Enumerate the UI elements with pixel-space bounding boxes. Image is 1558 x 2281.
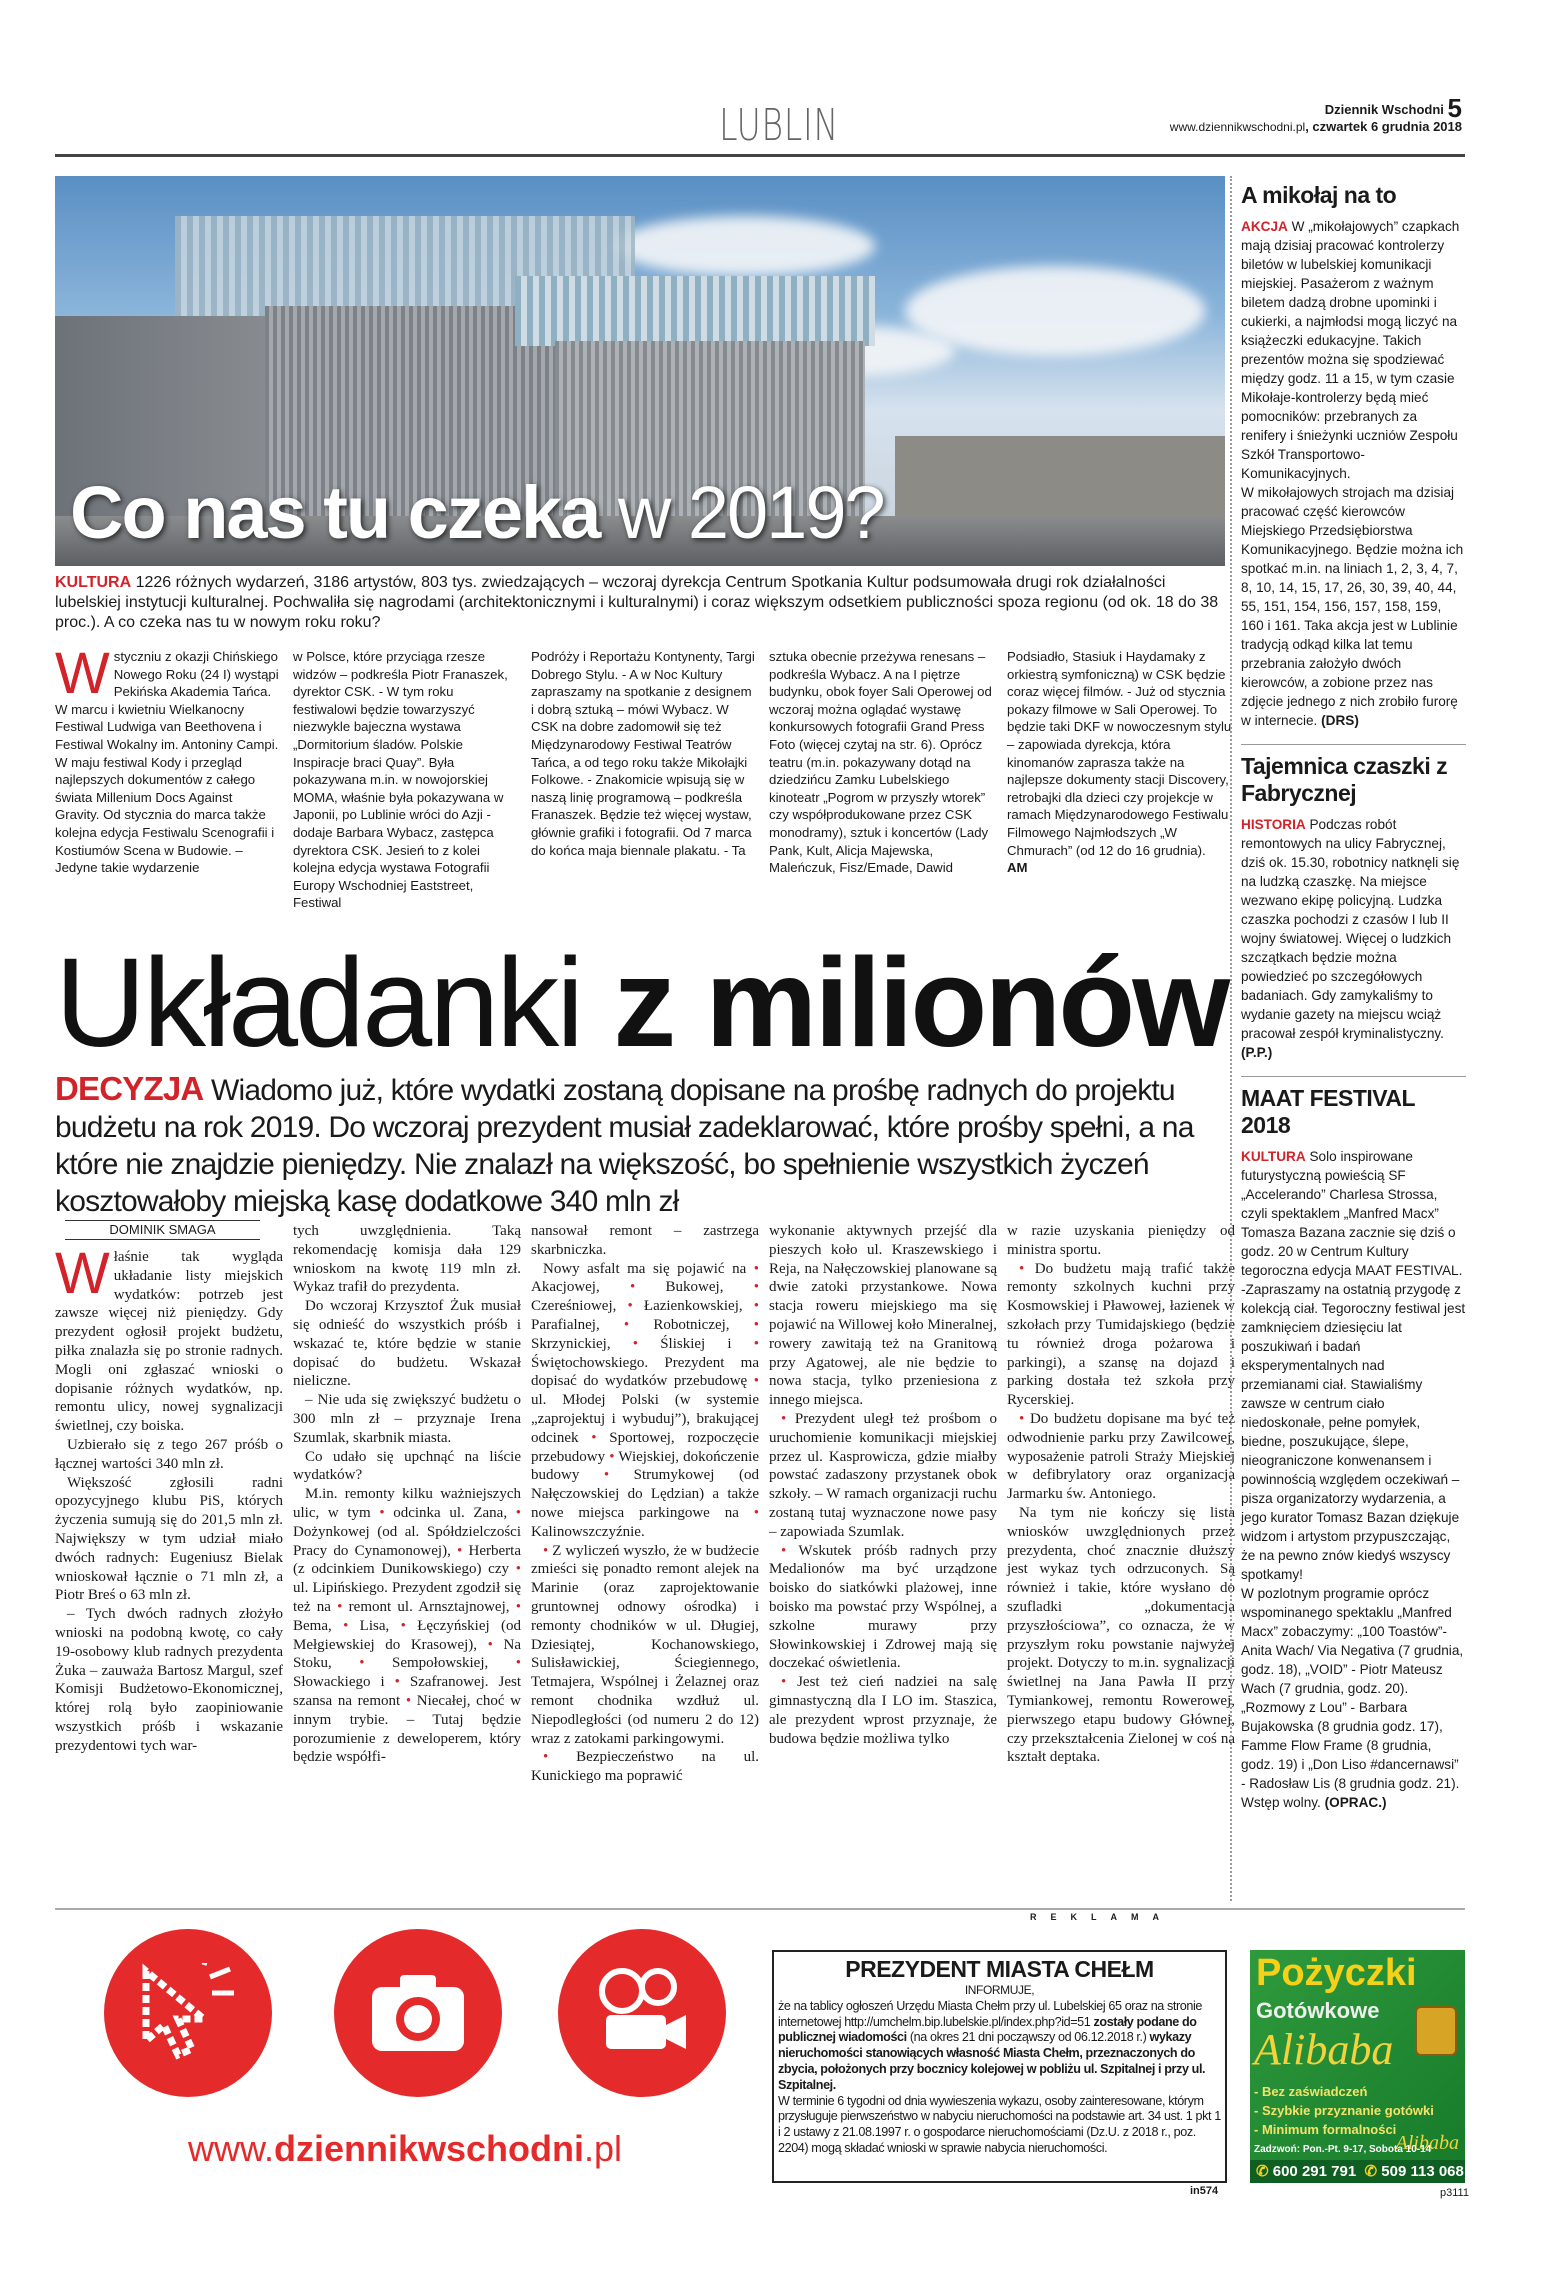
lead-column: Podróży i Reportażu Kontynenty, Targi Dobrego Stylu. - A w Noc Kultury zapraszamy na spotkanie z designem i dobrą sztuką – mówi Wybacz. W CSK na dobre zadomowił się też Międzynarodowy Festiwal Teatrów Tańca, a od tego roku także Mikołajki Folkowe. - Znakomicie wpisują się w naszą linię programową – podkreśla Franaszek. Będzie też więcej wystaw, głównie grafiki i fotografii. Od 7 marca do końca maja biennale plakatu. - Ta	[531, 649, 755, 858]
bullet-icon: •	[379, 1504, 385, 1521]
bullet-icon: •	[400, 1617, 406, 1634]
bullet-icon: •	[753, 1260, 759, 1277]
bullet-icon: •	[337, 1598, 343, 1615]
bullet-icon: •	[515, 1504, 521, 1521]
ad-brand-logo: Alibaba	[1395, 2132, 1459, 2154]
paragraph: nansował remont – zastrzega skarbniczka.	[531, 1223, 759, 1258]
ad-label: REKLAMA	[1030, 1912, 1173, 1922]
lead-column: Podsiadło, Stasiuk i Haydamaky z orkiestrą symfoniczną) w CSK będzie coraz więcej filmów. - Już od stycznia pokazy filmowe w Sali Operowej. To będzie taki DKF w nowoczesnym stylu – zapowiada dyrekcja, która kinomanów zaprasza także na najlepsze dokumenty stacji Discovery, retrobajki dla dzieci czy projekcje w ramach Międzynarodowego Festiwalu Filmowego Najmłodszych „W Chmurach” (od 12 do 16 grudnia). AM	[1007, 649, 1232, 876]
bullet-icon: •	[603, 1467, 610, 1484]
article-column	[1007, 1222, 1235, 1767]
page-number: 5	[1447, 93, 1462, 123]
paragraph: Do wczoraj Krzysztof Żuk musiał się odnieść do wszystkich próśb i wskazać te, które będzie w stanie dopisać do budżetu. Wskazał nieliczne.	[293, 1298, 521, 1390]
bullet-icon: •	[609, 1448, 615, 1465]
ad-hours: Zadzwoń: Pon.-Pt. 9-17, Sobota 10-14	[1254, 2144, 1432, 2155]
phone-icon: ✆	[1364, 2163, 1378, 2180]
bullet-icon: •	[632, 1335, 639, 1352]
bullet-icon: •	[753, 1316, 759, 1333]
ad-bullets: - Bez zaświadczeń - Szybkie przyznanie gotówki - Minimum formalności	[1254, 2084, 1434, 2137]
bullet-icon: •	[543, 1749, 549, 1766]
paragraph: Na tym nie kończy się lista wniosków uwzględnionych przez prezydenta, choć znacznie dłuższy jest wykaz tych odrzuconych. Są również i takie, które wysłano do szufladki „dokumentacja przyszłościowa”, co oznacza, że w przyszłym roku powstanie najwyżej projekt. Dotyczy to m.in. sygnalizacji świetlnej na Jana Pawła II przy Tymiankowej, remontu Rowerowej, pierwszego etapu budowy Głównej, czy przekształcenia Zielonej w coś na kształt deptaka.	[1007, 1504, 1235, 1766]
lead-headline: Co nas tu czeka w 2019?	[70, 471, 884, 554]
bullet-icon: •	[753, 1504, 759, 1521]
lead-column: Wstyczniu z okazji Chińskiego Nowego Roku (24 I) wystąpi Pekińska Akademia Tańca. W marcu i kwietniu Wielkanocny Festiwal Ludwiga van Beethovena i Festiwal Wokalny im. Antoniny Campi. W maju festiwal Kody i przegląd najlepszych dokumentów z całego świata Millenium Docs Against Gravity. Od stycznia do marca także kolejna edycja Festiwalu Scenografii i Kostiumów Scena w Budowie. – Jedyne takie wydarzenie	[55, 641, 279, 876]
ad-phones: ✆ 600 291 791 ✆ 509 113 068	[1250, 2160, 1465, 2183]
paragraph: • Z wyliczeń wyszło, że w budżecie zmieści się ponadto remont alejek na Marinie (oraz zaprojektowanie gruntownej odnowy ośrodka) i remonty chodników w ul. Długiej, Dziesiątej, Kochanowskiego, Sulisławickiej, Ściegiennego, Tetmajera, Wspólnej i Żelaznej oraz remont chodnika wzdłuż ul. Niepodległości (od numeru 2 do 12) wraz z zatokami parkingowymi.	[531, 1542, 759, 1747]
ad-text: W terminie 6 tygodni od dnia wywieszenia wykazu, osoby zainteresowane, którym przysługuje pierwszeństwo w nabyciu nieruchomości na podstawie art. 34 ust. 1 pkt 1 i 2 ustawy z 21.08.1997 r. o gospodarce nieruchomościami (Dz.U. z 2018 r., poz. 2204) mogą składać wnioski w sprawie nabycia nieruchomości.	[778, 2093, 1221, 2155]
bullet-icon: •	[591, 1429, 597, 1446]
lead-column: sztuka obecnie przeżywa renesans – podkreśla Wybacz. A na I piętrze budynku, obok foyer Sali Operowej od wczoraj można oglądać wystawę konkursowych fotografii Grand Press Foto (więcej czytaj na str. 6). Oprócz teatru (m.in. pokazywany dotąd na dziedzińcu Zamku Lubelskiego kinoteatr „Pogrom w przyszły wtorek” czy współprodukowane przez CSK monodramy), sztuk i koncertów (Lady Pank, Kult, Alicja Majewska, Maleńczuk, Fisz/Emade, Dawid	[769, 649, 992, 876]
main-deck: DECYZJA Wiadomo już, które wydatki zostaną dopisane na prośbę radnych do projektu budżetu na rok 2019. Do wczoraj prezydent musiał zadeklarować, które prośby spełni, a na które nie znajdzie pieniędzy. Nie znalazł na większość, bo spełnienie wszystkich życzeń kosztowałoby miejską kasę dodatkowe 340 mln zł	[55, 1070, 1194, 1218]
paragraph: • Jest też cień nadziei na salę gimnastyczną dla I LO im. Staszica, ale prezydent wprost przyznaje, że budowa będzie możliwa tylko	[769, 1674, 997, 1747]
sidebar-story-body: AKCJA W „mikołajowych” czapkach mają dzisiaj pracować kontrolerzy biletów w lubelskiej komunikacji miejskiej. Pasażerom z ważnym biletem dadzą drobne upominki i cukierki, a najmłodsi mogą liczyć na książeczki edukacyjne. Takich prezentów można się spodziewać między godz. 11 a 15, w tym czasie Mikołaje-kontrolerzy będą mieć pomocników: przebranych za renifery i śnieżynki uczniów Zespołu Szkół Transportowo-Komunikacyjnych. W mikołajowych strojach ma dzisiaj pracować część kierowców Miejskiego Przedsiębiorstwa Komunikacyjnego. Będzie można ich spotkać m.in. na liniach 1, 2, 3, 4, 7, 8, 10, 14, 15, 17, 26, 30, 39, 40, 44, 55, 151, 154, 156, 157, 158, 159, 160 i 161. Taka akcja jest w Lublinie tradycją odkąd kilka lat temu przebrania założyło dwóch kierowców, a zobione przez nas zdjęcie jednego z nich zrobiło furorę w internecie. (DRS)	[1241, 219, 1464, 728]
ad-text: że na tablicy ogłoszeń Urzędu Miasta Chełm przy ul. Lubelskiej 65 oraz na stronie internetowej http://umchelm.bip.lubelskie.pl/index.php?id=51 zostały podane do publicznej wiadomości (na okres 21 dni począwszy od 06.12.2018 r.) wykazy nieruchomości stanowiących własność Miasta Chełm, przeznaczonych do zbycia, położonych przy bocznicy kolejowej w pobliżu ul. Szpitalnej i przy ul. Szpitalnej.	[778, 1998, 1206, 2092]
sidebar-story-title: MAAT FESTIVAL 2018	[1241, 1076, 1466, 1139]
bullet-icon: •	[781, 1542, 787, 1559]
bullet-icon: •	[627, 1298, 633, 1315]
paragraph: • Do budżetu dopisane ma być też odwodnienie parku przy Zawilcowej, wyposażenie patroli Straży Miejskiej w defibrylatory oraz organizacja Jarmarku św. Antoniego.	[1007, 1410, 1235, 1503]
main-kicker: DECYZJA	[55, 1070, 204, 1107]
bullet-icon: •	[394, 1674, 400, 1691]
film-projector-icon[interactable]	[558, 1929, 726, 2097]
article-column	[293, 1222, 521, 1767]
promo-url-link[interactable]: www.dziennikwschodni.pl	[187, 2128, 623, 2169]
paragraph: wykonanie aktywnych przejść dla pieszych koło ul. Kraszewskiego i Reja, na Nałęczowskiej planowane są dwie zatoki przystankowe. Nowa stacja roweru miejskiego ma się pojawić na Willowej koło Mineralnej, rowery zawitają też na Granitową przy Agatowej, ale nie będzie to nowa stacja, tylko przeniesiona z innego miejsca.	[769, 1223, 997, 1409]
bullet-icon: •	[359, 1655, 365, 1672]
paragraph: Uzbierało się z tego 267 próśb o łącznej wartości 340 mln zł.	[55, 1436, 283, 1472]
header-rule	[55, 154, 1465, 157]
paragraph: • Prezydent uległ też prośbom o uruchomienie komunikacji miejskiej przez ul. Kasprowicza, gdzie miałby powstać zadaszony przystanek obok szkoły. – W ramach organizacji ruchu zostaną tutaj wyznaczone nowe pasy – zapowiada Szumlak.	[769, 1410, 997, 1540]
bullet-icon: •	[630, 1279, 636, 1296]
bullet-icon: •	[1019, 1410, 1025, 1427]
byline-signature: AM	[1007, 860, 1028, 876]
bullet-icon: •	[343, 1617, 349, 1634]
paragraph: – Tych dwóch radnych złożyło wnioski na podobną kwotę, co cały 19-osobowy klub radnych prezydenta Żuka – zauważa Bartosz Margul, szef Komisji Budżetowo-Ekonomicznej, której rolą było zaopiniowanie wszystkich próśb i wskazanie prezydentowi tych war-	[55, 1606, 283, 1754]
lead-column: w Polsce, które przyciąga rzesze widzów – podkreśla Piotr Franaszek, dyrektor CSK. - W tym roku festiwalowi będzie towarzyszyć niezwykle bajeczna wystawa „Dormitorium śladów. Polskie Inspiracje braci Quay”. Była pokazywana m.in. w nowojorskiej MOMA, właśnie była pokazywana w Japonii, po Lublinie wróci do Azji - dodaje Barbara Wybacz, zastępca dyrektora CSK. Jesień to z kolei kolejna edycja wystawa Fotografii Europy Wschodniej Eaststreet, Festiwal	[293, 649, 508, 911]
ad-subtitle: Gotówkowe	[1256, 1998, 1380, 2023]
main-headline: Układanki z milionów	[55, 932, 1228, 1073]
sidebar-story-body: KULTURA Solo inspirowane futurystyczną powieścią SF „Accelerando” Charlesa Strossa, czyli spektaklem „Manfred Macx” Tomasza Bazana zacznie się dziś o godz. 20 w Centrum Kultury tegoroczna edycja MAAT FESTIVAL. -Zapraszamy na ostatnią przygodę z kolekcją ciał. Tegoroczny festiwal jest zamknięciem dziesięciu lat poszukiwań i badań eksperymentalnych nad przemianami ciał. Stawialiśmy zawsze w centrum ciało niedoskonałe, pełne pomyłek, biedne, poszukujące, ślepe, nieograniczone konwenansem i powinnością względem oczekiwań – pisza organizatorzy wydarzenia, a jego kurator Tomasz Bazan dziękuje widzom i artystom przypuszczając, że na pewno znów kiedyś wszyscy spotkamy! W pozlotnym programie oprócz wspominanego spektaklu „Manfred Macx” zobaczymy: „100 Toastów”- Anita Wach/ Via Negativa (7 grudnia, godz. 18), „VOID” - Piotr Mateusz Wach (7 grudnia, godz. 20). „Rozmowy z Lou” - Barbara Bujakowska (8 grudnia godz. 17), Famme Flow Frame (8 grudnia, godz. 19) i „Don Liso #dancernawsi” - Radosław Lis (8 grudnia godz. 21). Wstęp wolny. (OPRAC.)	[1241, 1149, 1466, 1810]
masthead: Dziennik Wschodni 5 www.dziennikwschodni.pl, czwartek 6 grudnia 2018	[1169, 93, 1462, 134]
phone-icon: ✆	[1256, 2163, 1269, 2180]
paragraph: • Do budżetu mają trafić także remonty szkolnych kuchni przy Kosmowskiej i Pławowej, łazienek w szkołach przy Tumidajskiego (będzie tu również droga pożarowa i parkingi), a szansę na dojazd i parking dostała też szkoła przy Rycerskiej.	[1007, 1260, 1235, 1409]
sidebar-story-title: Tajemnica czaszki z Fabrycznej	[1241, 744, 1466, 807]
paragraph: Nowy asfalt ma się pojawić na • Akacjowej, • Bukowej, • Czereśniowej, • Łazienkowskiej, • Parafialnej, • Robotniczej, • Skrzynickiej, • Śliskiej i • Świętochowskiego. Prezydent ma dopisać do wydatków przebudowę • ul. Młodej Polski (w systemie „zaprojektuj i wybuduj”), brakującej odcinek • Sportowej, rozpoczęcie przebudowy • Wiejskiej, dokończenie budowy • Strumykowej (od Nałęczowskiej do Lędzian) a także nowe miejsca parkingowe na • Kalinowszczyźnie.	[531, 1260, 760, 1540]
section-title: LUBLIN	[719, 100, 839, 151]
paper-name: Dziennik Wschodni	[1324, 102, 1444, 117]
paragraph: – Nie uda się zwiększyć budżetu o 300 mln zł – przyznaje Irena Szumlak, skarbnik miasta.	[293, 1392, 521, 1446]
bullet-icon: •	[753, 1279, 759, 1296]
bullet-icon: •	[781, 1674, 787, 1691]
bullet-icon: •	[1019, 1260, 1025, 1277]
sidebar	[1241, 176, 1466, 1826]
cursor-icon[interactable]	[104, 1929, 272, 2097]
alibaba-loan-ad[interactable]	[1250, 1950, 1465, 2183]
lead-caption: KULTURA 1226 różnych wydarzeń, 3186 artystów, 803 tys. zwiedzających – wczoraj dyrekcja Centrum Spotkania Kultur podsumowała drugi rok działalności lubelskiej instytucji kulturalnej. Pochwaliła się nagrodami (architektonicznymi i kulturalnymi) i coraz większym odsetkiem publiczności spoza regionu (od ok. 18 do 38 proc.). A co czeka nas tu w nowym roku roku?	[55, 574, 1219, 631]
sidebar-story-body: HISTORIA Podczas robót remontowych na ulicy Fabrycznej, dziś ok. 15.30, robotnicy natknęli się na ludzką czaszkę. Na miejsce wezwano ekipę policyjną. Ludzka czaszka pochodzi z czasów I lub II wojny światowej. Więcej o ludzkich szczątkach będzie można powiedzieć po szczegółowych badaniach. Gdy zamykaliśmy to wydanie gazety na miejscu wciąż pracował zespół kryminalistyczny. (P.P.)	[1241, 817, 1460, 1060]
paragraph: Właśnie tak wygląda układanie listy miejskich wydatków: potrzeb jest zawsze więcej niż pieniędzy. Gdy prezydent ogłosił projekt budżetu, piłka znalazła się po stronie radnych. Mogli oni zgłaszać wnioski o dopisanie różnych wydatków, np. remontu ulicy, nowej sygnalizacji świetlnej, czy boiska.	[55, 1241, 283, 1435]
bullet-icon: •	[457, 1542, 463, 1559]
paragraph: w razie uzyskania pieniędzy od ministra sportu.	[1007, 1223, 1235, 1258]
bullet-icon: •	[515, 1598, 521, 1615]
ad-code: in574	[1190, 2185, 1219, 2197]
camera-icon[interactable]	[334, 1929, 502, 2097]
paragraph: Co udało się upchnąć na liście wydatków?	[293, 1448, 521, 1484]
paragraph: Większość zgłosili radni opozycyjnego klubu PiS, których życzenia sumują się do 201,5 mln zł. Największy w tym udział miało dwóch radnych: Eugeniusz Bielak wnioskował łącznie o 71 mln zł, a Piotr Breś o 63 mln zł.	[55, 1474, 283, 1604]
article-column	[55, 1241, 283, 1756]
article-column	[769, 1222, 997, 1748]
site-link[interactable]: www.dziennikwschodni.pl	[1169, 120, 1306, 134]
drop-cap: W	[55, 1241, 110, 1306]
drop-cap: W	[55, 641, 110, 706]
paragraph: • Wskutek próśb radnych przy Medalionów ma być urządzone boisko do siatkówki plażowej, inne boisko ma powstać przy Wspólnej, a szkolne murawy przy Słowinkowskiej i Zdrowej mają się doczekać oświetlenia.	[769, 1542, 997, 1672]
paragraph: tych uwzględnienia. Taką rekomendację komisja dała 129 wnioskom na kwotę 119 mln zł. Wykaz trafił do prezydenta.	[293, 1223, 521, 1296]
paragraph: • Bezpieczeństwo na ul. Kunickiego ma poprawić	[531, 1749, 759, 1785]
bullet-icon: •	[515, 1561, 521, 1578]
bottom-rule	[55, 1908, 1465, 1910]
bullet-icon: •	[515, 1655, 521, 1672]
ad-subtitle: INFORMUJE,	[964, 1983, 1035, 1997]
bullet-icon: •	[753, 1373, 759, 1390]
bullet-icon: •	[781, 1410, 787, 1427]
bullet-icon: •	[487, 1636, 493, 1653]
sidebar-story-title: A mikołaj na to	[1241, 182, 1397, 208]
article-column	[531, 1222, 759, 1786]
bullet-icon: •	[405, 1692, 412, 1709]
paragraph: M.in. remonty kilku ważniejszych ulic, w tym • odcinka ul. Zana, • Dożynkowej (od al. Spółdzielczości Pracy do Cynamonowej), • Herberta (z odcinkiem Dunikowskiego) czy • ul. Lipińskiego. Prezydent zgodził się też na • remont ul. Arnsztajnowej, • Bema, • Lisa, • Łęczyńskiej (od Mełgiewskiej do Krasowej), • Na Stoku, • Sempołowskiej, • Słowackiego i • Szafranowej. Jest szansa na remont • Niecałej, choć w innym trybie. – Tutaj będzie porozumienie z deweloperem, który będzie współfi-	[293, 1486, 522, 1766]
lead-kicker: KULTURA	[55, 574, 132, 591]
bullet-icon: •	[623, 1316, 630, 1333]
ad-brand-logo: Alibaba	[1254, 2025, 1394, 2074]
ad-title: Pożyczki	[1256, 1952, 1417, 1994]
author-byline: DOMINIK SMAGA	[65, 1220, 260, 1240]
treasure-chest-icon	[1415, 2006, 1457, 2056]
bullet-icon: •	[753, 1335, 759, 1352]
issue-date: czwartek 6 grudnia 2018	[1312, 119, 1462, 134]
ad-code: p3111	[1440, 2187, 1469, 2199]
bullet-icon: •	[753, 1298, 760, 1315]
sidebar-divider	[1230, 176, 1232, 1901]
bullet-icon: •	[543, 1542, 549, 1559]
ad-title: PREZYDENT MIASTA CHEŁM	[845, 1956, 1154, 1982]
chelm-notice-ad	[772, 1950, 1227, 2183]
